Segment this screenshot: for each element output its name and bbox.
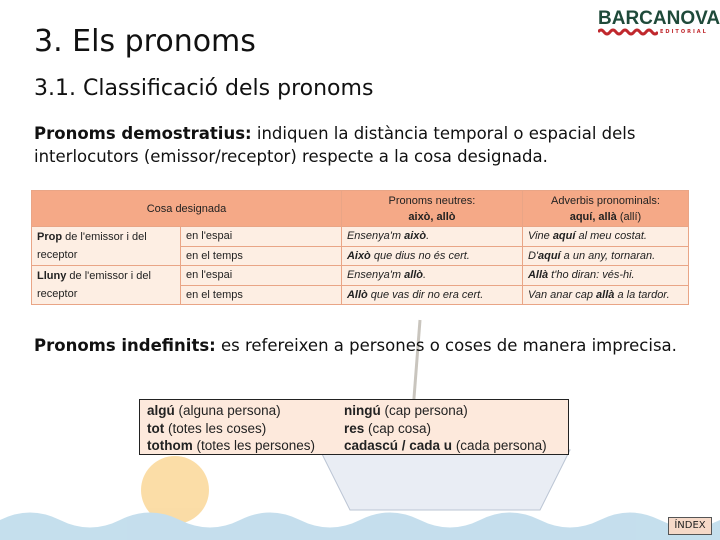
- adverb-example: [522, 266, 688, 286]
- t: (alguna persona): [174, 403, 281, 418]
- indef-item: [344, 420, 547, 438]
- logo-sub: EDITORIAL: [660, 29, 708, 35]
- table-row: [32, 266, 689, 286]
- boat-icon: [320, 450, 570, 510]
- row-label-text: de l'emissor i del receptor: [37, 231, 147, 261]
- adverb-example: [522, 246, 688, 266]
- t: Van anar cap: [527, 288, 597, 301]
- b: això: [404, 230, 427, 243]
- adverb-example: [522, 227, 688, 247]
- b: res: [344, 420, 365, 436]
- t: (cap persona): [380, 403, 468, 418]
- logo-wave-icon: [598, 28, 658, 36]
- context-cell: en l'espai: [181, 266, 342, 286]
- index-button[interactable]: ÍNDEX: [668, 517, 712, 535]
- header-pronoms-neutres: [341, 191, 522, 227]
- page-title: 3. Els pronoms: [34, 24, 256, 59]
- indefinits-box: [139, 399, 569, 455]
- pronoun-example: [341, 285, 522, 305]
- row-label-bold: Prop: [37, 231, 63, 243]
- header-cosa-designada: Cosa designada: [32, 191, 342, 227]
- table-row: [32, 227, 689, 247]
- row-label-text: de l'emissor i del receptor: [37, 270, 151, 300]
- barcanova-logo: [598, 8, 720, 38]
- t: que dius no és cert.: [370, 249, 470, 262]
- adverb-example: [522, 285, 688, 305]
- t: al meu costat.: [575, 230, 647, 243]
- t: .: [426, 230, 430, 243]
- t: a un any, tornaran.: [560, 249, 656, 262]
- b: Allà: [527, 269, 549, 282]
- t: (cada persona): [452, 438, 547, 453]
- row-label: [32, 227, 181, 266]
- b: aquí: [537, 249, 561, 262]
- b: Això: [346, 249, 371, 262]
- b: algú: [147, 403, 175, 418]
- pronoun-example: [341, 266, 522, 286]
- b: Allò: [346, 288, 368, 301]
- t: a la tardor.: [614, 288, 670, 301]
- row-label-bold: Lluny: [37, 270, 67, 282]
- indef-item: [344, 402, 547, 420]
- header-text: (allí): [616, 210, 642, 223]
- b: allò: [404, 269, 424, 282]
- row-label: [32, 266, 181, 305]
- header-bold: això, allò: [408, 210, 456, 223]
- t: (totes les coses): [164, 420, 267, 436]
- b: cadascú / cada u: [344, 438, 453, 453]
- b: aquí: [552, 230, 576, 243]
- b: tot: [147, 420, 165, 436]
- demonstratius-table: [31, 190, 689, 305]
- t: Vine: [527, 230, 553, 243]
- header-text: Pronoms neutres:: [388, 194, 476, 207]
- indefinits-left-column: [147, 402, 315, 455]
- term: Pronoms indefinits:: [34, 336, 216, 355]
- sea-waves: [0, 513, 720, 540]
- indef-item: [344, 437, 547, 455]
- indef-item: [147, 437, 315, 455]
- t: (totes les persones): [192, 438, 316, 453]
- table-header-row: [32, 191, 689, 227]
- indef-item: [147, 420, 315, 438]
- logo-name: BARCANOVA: [598, 8, 720, 29]
- pronoun-example: [341, 246, 522, 266]
- pronoun-example: [341, 227, 522, 247]
- b: tothom: [147, 438, 193, 453]
- context-cell: en l'espai: [181, 227, 342, 247]
- t: D': [527, 249, 538, 262]
- t: t'ho diran: vés-hi.: [548, 269, 635, 282]
- indef-item: [147, 402, 315, 420]
- indefinits-paragraph: [34, 334, 684, 357]
- context-cell: en el temps: [181, 285, 342, 305]
- context-cell: en el temps: [181, 246, 342, 266]
- t: .: [423, 269, 427, 282]
- t: que vas dir no era cert.: [367, 288, 484, 301]
- indefinits-right-column: [344, 402, 547, 455]
- demonstratius-paragraph: [34, 122, 684, 168]
- b: allà: [596, 288, 615, 301]
- t: Ensenya'm: [346, 230, 405, 243]
- t: (cap cosa): [364, 420, 432, 436]
- header-bold: aquí, allà: [569, 210, 617, 223]
- header-text: Adverbis pronominals:: [551, 194, 660, 207]
- b: ningú: [344, 403, 381, 418]
- header-adverbis: [522, 191, 688, 227]
- t: Ensenya'm: [346, 269, 405, 282]
- definition: es refereixen a persones o coses de manera imprecisa.: [215, 336, 677, 355]
- definition: indiquen la distància temporal o espacial dels interlocutors (emissor/receptor) respecte a la cosa designada.: [34, 124, 636, 166]
- term: Pronoms demostratius:: [34, 124, 252, 143]
- section-subtitle: 3.1. Classificació dels pronoms: [34, 76, 374, 101]
